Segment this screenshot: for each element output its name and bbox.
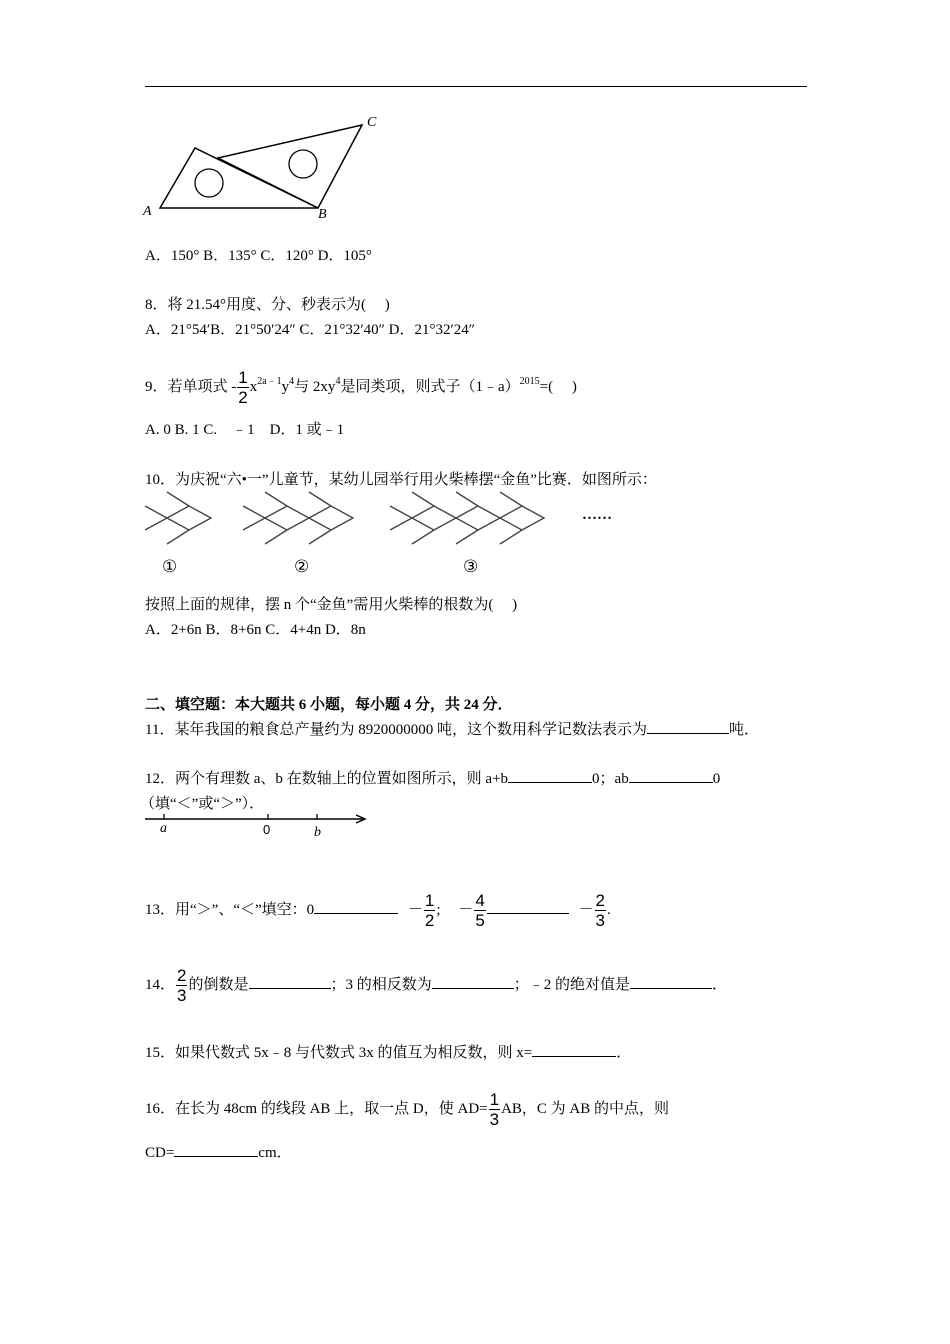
q10-label-1: ① [162, 557, 178, 576]
q15: 15．如果代数式 5x﹣8 与代数式 3x 的值互为相反数，则 x= ． [145, 1045, 632, 1061]
q8-options: A．21°54′B．21°50′24″ C．21°32′40″ D．21°32′24″ [145, 322, 476, 338]
q16: 16．在长为 48cm 的线段 AB 上，取一点 D，使 AD= $\frac{1}{3}$ AB，C 为 AB 的中点，则 [145, 1090, 670, 1130]
q13: 13．用“＞”、“＜”填空：0 － $\frac{1}{2}$ ; － $\frac{4}{5}$ － $\frac{2}{3}$ . [145, 891, 611, 931]
q10-question: 按照上面的规律，摆 n 个“金鱼”需用火柴棒的根数为( ) [145, 597, 518, 613]
goldfish-figure-1 [145, 490, 215, 546]
goldfish-figure-3 [390, 490, 554, 546]
q12-blank-2[interactable] [629, 781, 713, 783]
q16-blank[interactable] [174, 1155, 258, 1157]
q12-blank-1[interactable] [508, 781, 592, 783]
triangles-figure [140, 110, 390, 222]
label-a: A [143, 204, 152, 219]
q10-options: A．2+6n B．8+6n C．4+4n D．8n [145, 622, 366, 638]
q13-blank-2[interactable] [487, 912, 569, 914]
q11-answer-blank[interactable] [647, 732, 729, 734]
label-c: C [367, 115, 377, 130]
q14: 14． $\frac{2}{3}$ 的倒数是 ；3 的相反数为 ；﹣2 的绝对值是 ． [145, 966, 728, 1006]
q14-blank-2[interactable] [432, 987, 514, 989]
q14-blank-3[interactable] [630, 987, 712, 989]
q12-line2: （填“＜”或“＞”）． [140, 796, 265, 812]
q15-blank[interactable] [532, 1055, 616, 1057]
q7-options: A．150° B．135° C．120° D．105° [145, 248, 372, 264]
section2-title: 二、填空题：本大题共 6 小题，每小题 4 分，共 24 分． [145, 697, 513, 713]
q12: 12．两个有理数 a、b 在数轴上的位置如图所示，则 a+b 0；ab 0 [145, 771, 721, 787]
q11: 11．某年我国的粮食总产量约为 8920000000 吨，这个数用科学记数法表示为 吨． [145, 722, 759, 738]
q14-blank-1[interactable] [249, 987, 331, 989]
q10-label-3: ③ [463, 557, 479, 576]
q9-stem: 9．若单项式 - $\frac{1}{2}$ $x^{2a﹣1}y^4$与 $2xy^4$是同类项，则式子（1﹣a）$^{2015}$=( ) [145, 368, 577, 408]
circle-left [195, 169, 223, 197]
q9-part1: 9．若单项式 - [145, 379, 237, 395]
q10-label-2: ② [294, 557, 310, 576]
circle-right [289, 150, 317, 178]
axis-label-a: a [160, 821, 167, 836]
triangle-right [218, 125, 362, 208]
q13-blank-1[interactable] [314, 912, 398, 914]
number-line [145, 810, 370, 840]
axis-label-0: 0 [263, 822, 271, 837]
axis-label-b: b [314, 825, 321, 840]
q8-stem: 8．将 21.54°用度、分、秒表示为( ) [145, 297, 390, 313]
goldfish-figure-2 [243, 490, 361, 546]
q10-ellipsis: …… [582, 507, 612, 523]
q16-line2: CD= cm． [145, 1145, 292, 1161]
q10-stem: 10．为庆祝“六•一”儿童节，某幼儿园举行用火柴棒摆“金鱼”比赛．如图所示： [145, 472, 657, 488]
header-rule [145, 86, 807, 87]
triangle-left [160, 148, 318, 208]
q9-fraction: $\frac{1}{2}$ [238, 368, 248, 408]
label-b: B [318, 207, 327, 222]
q9-options: A. 0 B. 1 C. ﹣1 D．1 或﹣1 [145, 422, 345, 438]
